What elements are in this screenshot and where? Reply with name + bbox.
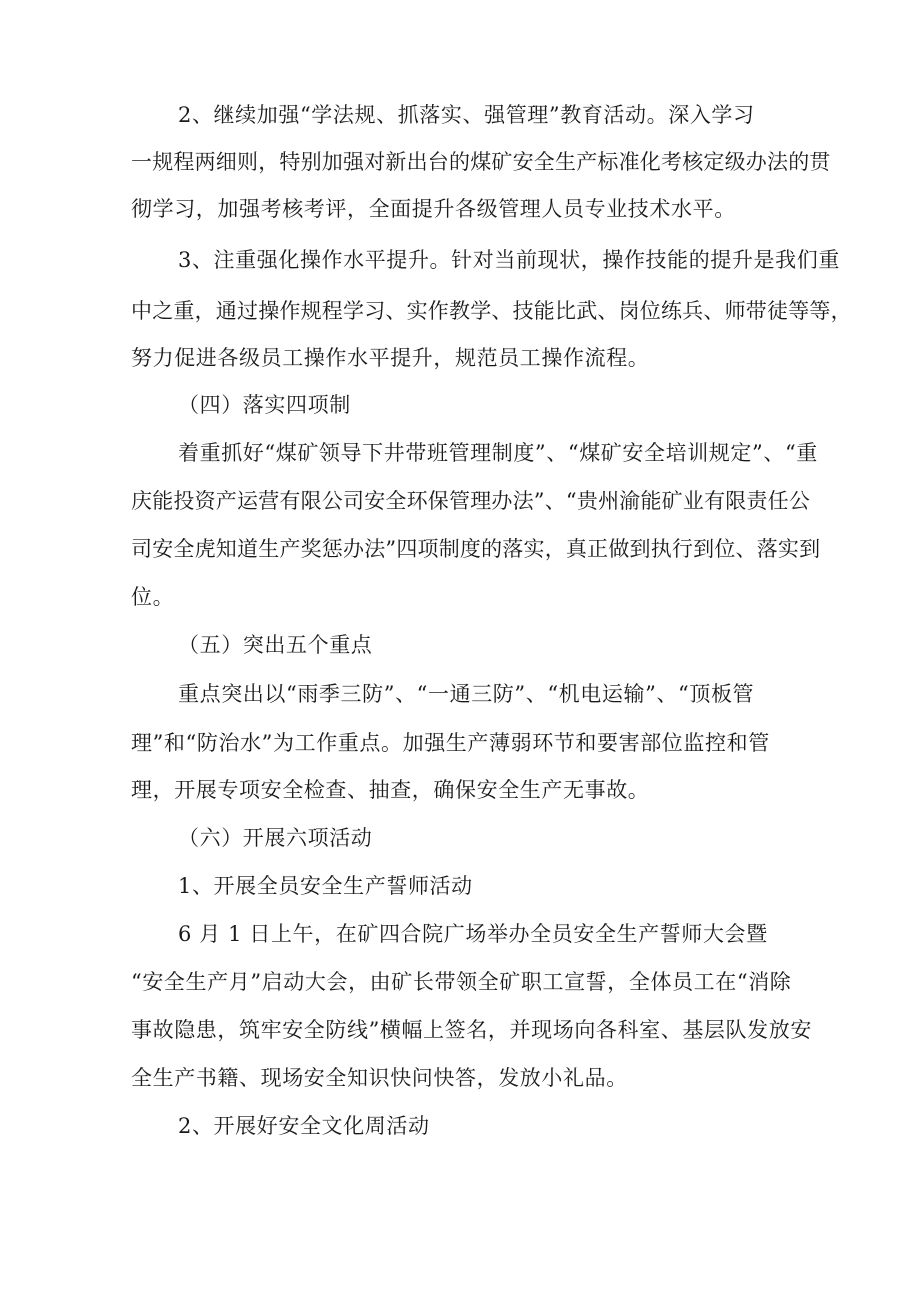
- text-line: 努力促进各级员工操作水平提升，规范员工操作流程。: [131, 346, 650, 370]
- text-line: 重点突出以“雨季三防”、“一通三防”、“机电运输”、“顶板管: [178, 682, 755, 706]
- text-line: 位。: [131, 585, 175, 609]
- text-line: 全生产书籍、现场安全知识快问快答，发放小礼品。: [131, 1066, 628, 1090]
- text-line: 6 月 1 日上午，在矿四合院广场举办全员安全生产誓师大会暨: [178, 922, 768, 946]
- text-line: 彻学习，加强考核考评，全面提升各级管理人员专业技术水平。: [131, 197, 736, 221]
- subsection-heading: 2、开展好安全文化周活动: [178, 1114, 430, 1138]
- section-heading: （六）开展六项活动: [178, 826, 373, 850]
- text-line: 理，开展专项安全检查、抽查，确保安全生产无事故。: [131, 778, 650, 802]
- section-heading: （五）突出五个重点: [178, 633, 373, 657]
- text-line: 着重抓好“煤矿领导下井带班管理制度”、“煤矿安全培训规定”、“重: [178, 441, 818, 465]
- subsection-heading: 1、开展全员安全生产誓师活动: [178, 874, 473, 898]
- section-heading: （四）落实四项制: [178, 393, 351, 417]
- text-line: 事故隐患，筑牢安全防线”横幅上签名，并现场向各科室、基层队发放安: [131, 1018, 812, 1042]
- text-line: 一规程两细则，特别加强对新出台的煤矿安全生产标准化考核定级办法的贯: [131, 150, 831, 174]
- text-line: 2、继续加强“学法规、抓落实、强管理”教育活动。深入学习: [178, 103, 755, 127]
- text-line: 3、注重强化操作水平提升。针对当前现状，操作技能的提升是我们重: [178, 248, 840, 272]
- text-line: “安全生产月”启动大会，由矿长带领全矿职工宣誓，全体员工在“消除: [131, 970, 792, 994]
- text-line: 司安全虎知道生产奖惩办法”四项制度的落实，真正做到执行到位、落实到: [131, 537, 821, 561]
- text-line: 庆能投资产运营有限公司安全环保管理办法”、“贵州渝能矿业有限责任公: [131, 489, 811, 513]
- text-line: 中之重，通过操作规程学习、实作教学、技能比武、岗位练兵、师带徒等等，: [131, 299, 852, 323]
- text-line: 理”和“防治水”为工作重点。加强生产薄弱环节和要害部位监控和管: [131, 731, 770, 755]
